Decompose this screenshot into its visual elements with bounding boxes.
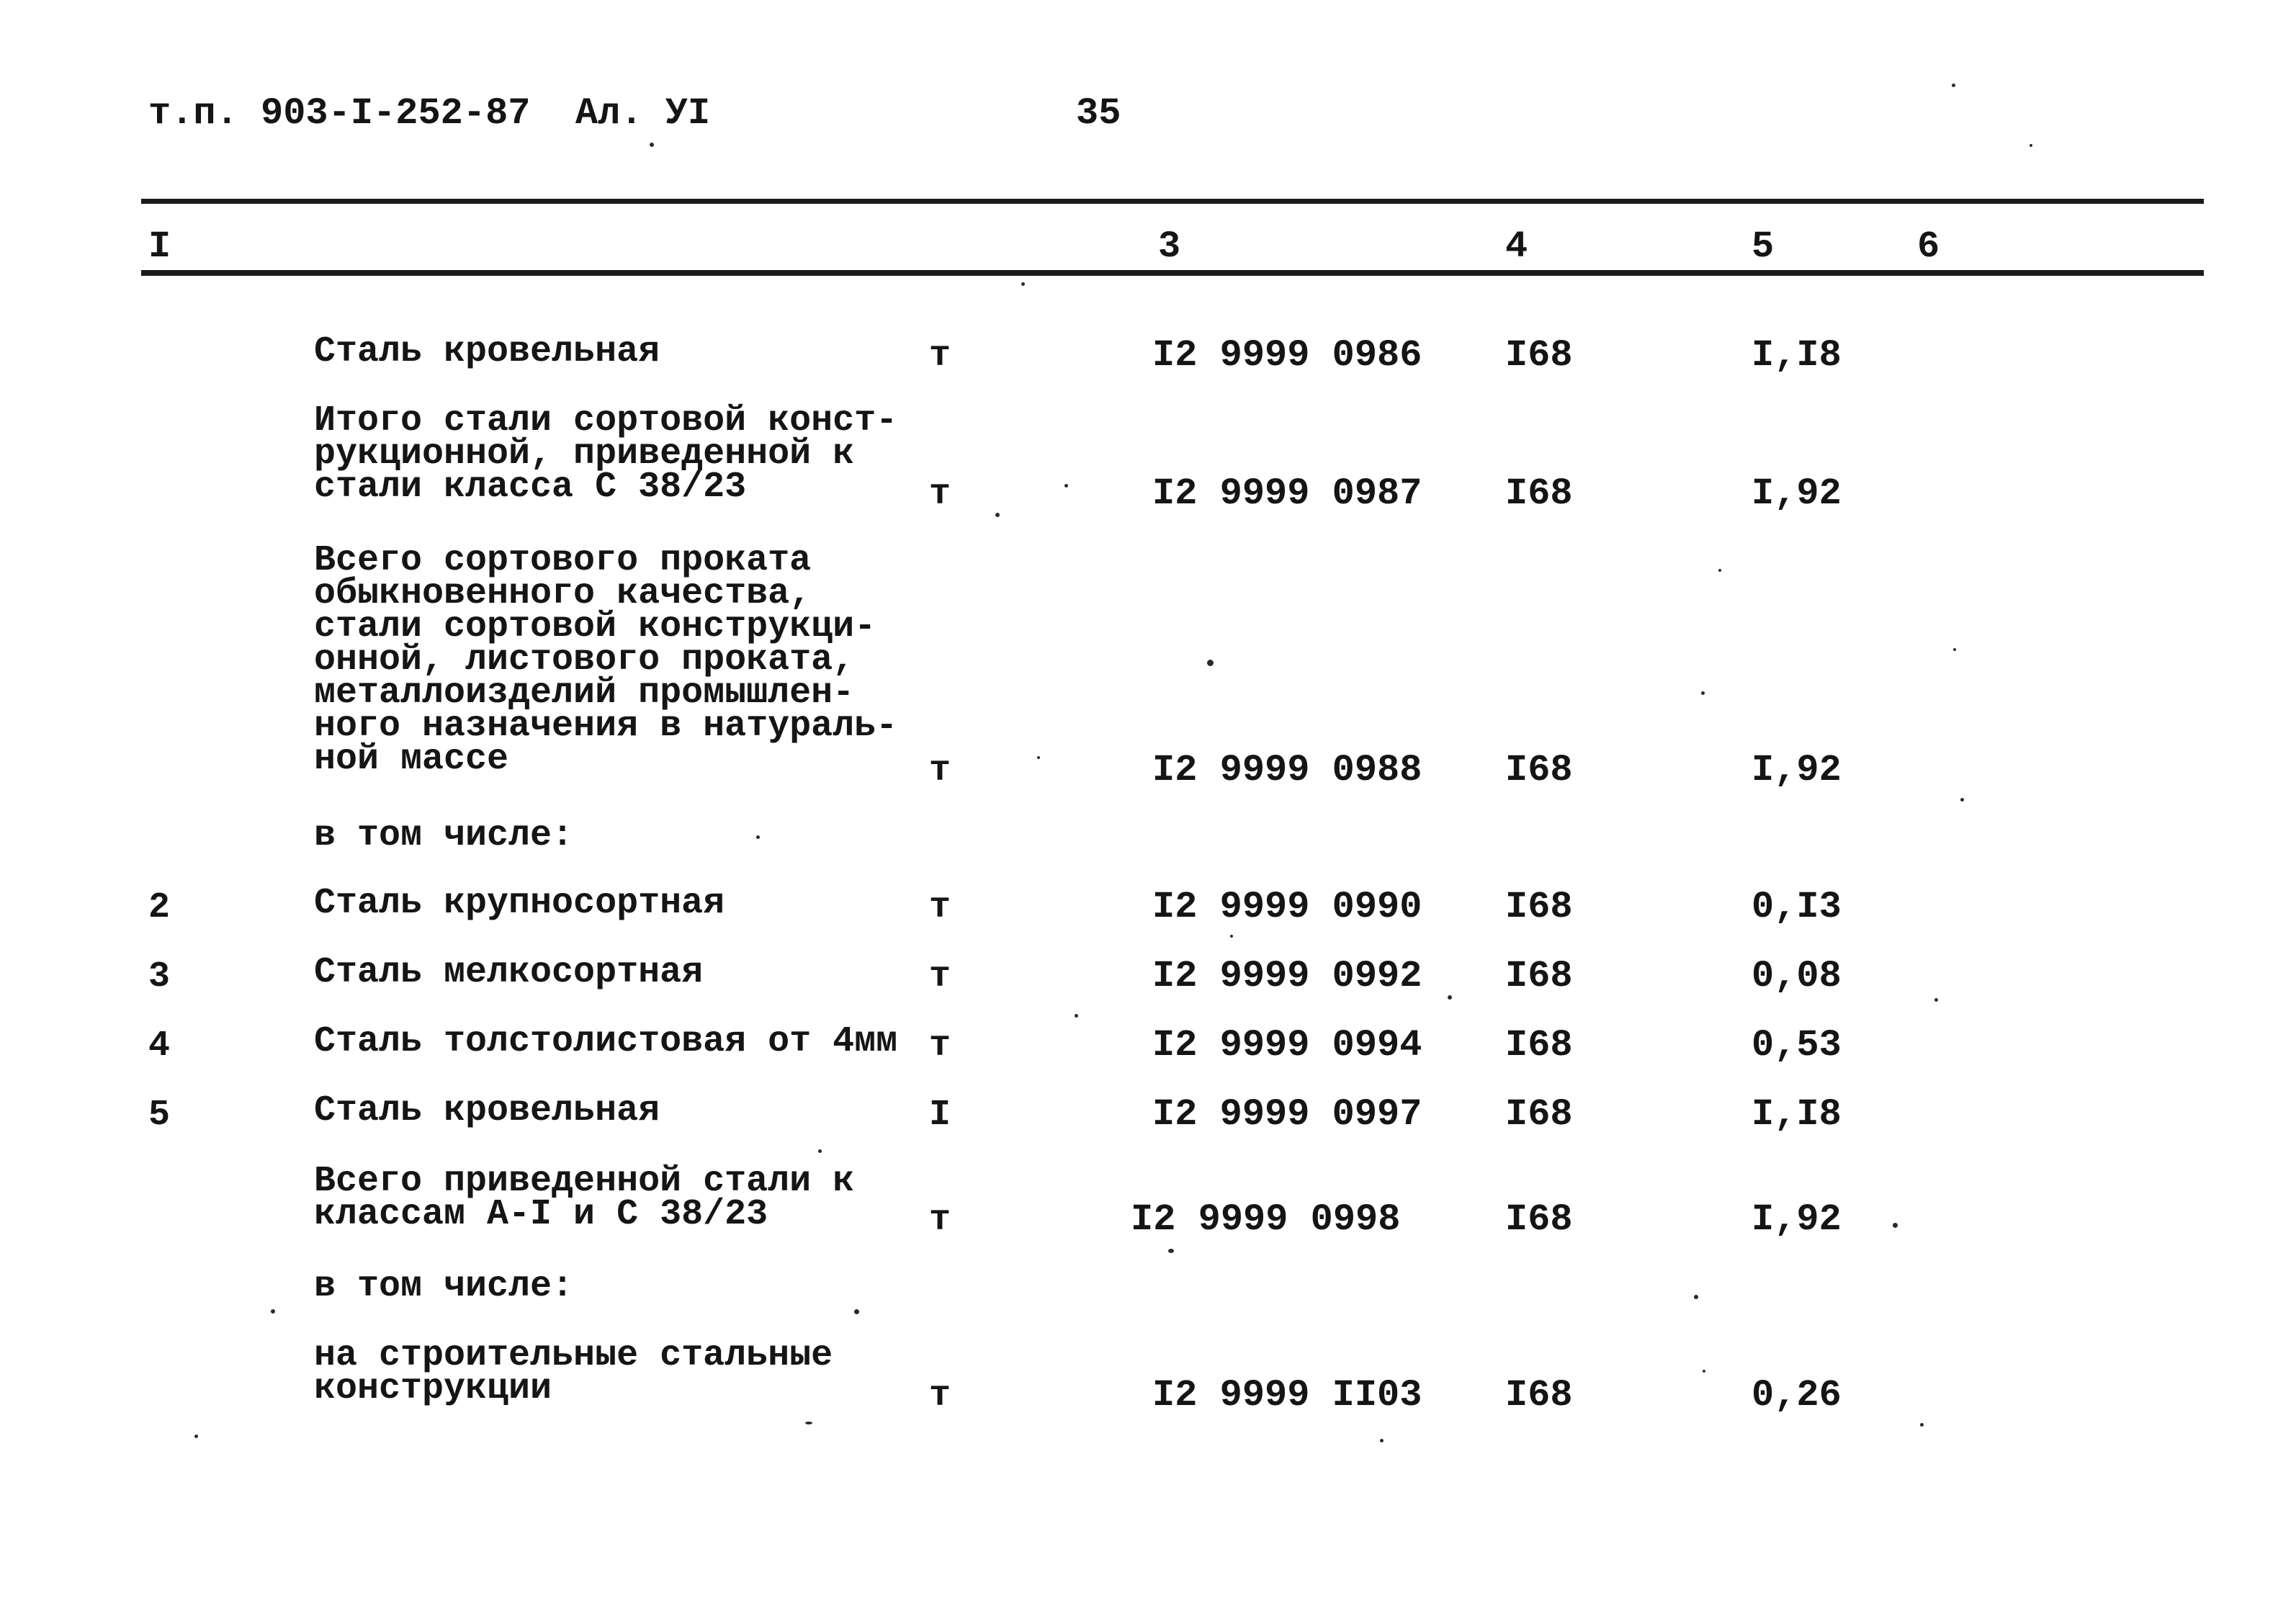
scan-speck xyxy=(1064,484,1068,488)
scan-speck xyxy=(1952,84,1955,87)
column-header-3: 3 xyxy=(1158,225,1181,268)
scan-speck xyxy=(818,1149,822,1153)
row-name: в том числе: xyxy=(314,815,574,856)
row-code: I2 9999 0990 xyxy=(1152,886,1422,928)
row-name: Итого стали сортовой конст- рукционной, приведенной к стали класса С 38/23 xyxy=(314,400,898,508)
scan-speck xyxy=(1934,998,1938,1002)
scan-speck xyxy=(1448,995,1452,1000)
scan-speck xyxy=(1168,1249,1174,1253)
scan-speck xyxy=(271,1309,275,1314)
row-code: I2 9999 0986 xyxy=(1152,334,1422,377)
row-unit: т xyxy=(929,956,951,997)
row-col5: 0,08 xyxy=(1752,955,1842,997)
row-unit: т xyxy=(929,750,951,791)
scan-speck xyxy=(1703,1370,1705,1373)
row-code: I2 9999 0987 xyxy=(1152,472,1422,515)
row-unit: I xyxy=(929,1095,951,1136)
row-name: Сталь толстолистовая от 4мм xyxy=(314,1021,898,1062)
scan-speck xyxy=(1380,1439,1384,1442)
row-col4: I68 xyxy=(1505,955,1573,997)
scan-speck xyxy=(2030,144,2032,147)
scan-speck xyxy=(194,1435,198,1438)
row-code: I2 9999 0988 xyxy=(1152,749,1422,791)
row-name: Всего сортового проката обыкновенного качества, стали сортовой конструкци- онной, листового проката, металлоизделий промышлен- ного назначения в натураль- ной массе xyxy=(314,540,898,780)
row-unit: т xyxy=(929,1375,951,1417)
table-header-rule xyxy=(141,270,2204,276)
row-col5: I,92 xyxy=(1752,472,1842,515)
row-col5: 0,26 xyxy=(1752,1374,1842,1417)
row-code: I2 9999 II03 xyxy=(1152,1374,1422,1417)
row-col4: I68 xyxy=(1505,472,1573,515)
row-number: 5 xyxy=(148,1095,171,1136)
scan-speck xyxy=(1953,648,1956,651)
row-col4: I68 xyxy=(1505,1024,1573,1067)
scan-speck xyxy=(1893,1223,1898,1228)
scan-speck xyxy=(854,1309,859,1314)
row-code: I2 9999 0994 xyxy=(1152,1024,1422,1067)
row-col4: I68 xyxy=(1505,749,1573,791)
row-code: I2 9999 0992 xyxy=(1152,955,1422,997)
scan-speck xyxy=(1207,660,1214,666)
column-header-6: 6 xyxy=(1917,225,1940,268)
scan-speck xyxy=(1701,691,1705,695)
row-name: Сталь кровельная xyxy=(314,331,660,372)
scan-speck xyxy=(1037,756,1040,759)
row-col5: I,92 xyxy=(1752,749,1842,791)
scan-speck xyxy=(756,835,760,839)
row-number: 3 xyxy=(148,956,171,997)
row-col4: I68 xyxy=(1505,334,1573,377)
row-col5: I,I8 xyxy=(1752,334,1842,377)
row-col4: I68 xyxy=(1505,1093,1573,1136)
document-reference: т.п. 903-I-252-87 Ал. УI xyxy=(148,92,711,135)
row-name: Всего приведенной стали к классам А-I и С 38/23 xyxy=(314,1161,855,1235)
scan-speck xyxy=(1960,798,1964,802)
row-col5: 0,53 xyxy=(1752,1024,1842,1067)
row-name: в том числе: xyxy=(314,1266,574,1307)
row-col4: I68 xyxy=(1505,886,1573,928)
column-header-1: I xyxy=(148,225,171,268)
row-unit: т xyxy=(929,1025,951,1067)
row-unit: т xyxy=(929,474,951,515)
scan-speck xyxy=(1230,935,1233,938)
row-name: Сталь мелкосортная xyxy=(314,952,704,993)
row-name: Сталь крупносортная xyxy=(314,883,725,924)
row-col5: I,I8 xyxy=(1752,1093,1842,1136)
row-unit: т xyxy=(929,336,951,377)
scan-speck xyxy=(1021,282,1025,286)
scan-speck xyxy=(995,513,1000,517)
scan-speck xyxy=(805,1422,812,1424)
table-top-rule xyxy=(141,199,2204,204)
row-number: 4 xyxy=(148,1025,171,1067)
row-col4: I68 xyxy=(1505,1198,1573,1241)
row-code: I2 9999 0998 xyxy=(1131,1198,1401,1241)
page-number: 35 xyxy=(1076,92,1121,135)
row-col5: 0,I3 xyxy=(1752,886,1842,928)
scan-speck xyxy=(650,143,654,147)
row-number: 2 xyxy=(148,887,171,928)
column-header-5: 5 xyxy=(1752,225,1775,268)
row-name: на строительные стальные конструкции xyxy=(314,1335,833,1409)
scan-speck xyxy=(1718,569,1721,572)
row-unit: т xyxy=(929,887,951,928)
row-col4: I68 xyxy=(1505,1374,1573,1417)
row-code: I2 9999 0997 xyxy=(1152,1093,1422,1136)
row-col5: I,92 xyxy=(1752,1198,1842,1241)
column-header-4: 4 xyxy=(1505,225,1528,268)
scan-speck xyxy=(1075,1014,1078,1018)
row-name: Сталь кровельная xyxy=(314,1090,660,1131)
row-unit: т xyxy=(929,1200,951,1241)
scan-speck xyxy=(1694,1295,1698,1299)
scan-speck xyxy=(1920,1423,1924,1427)
